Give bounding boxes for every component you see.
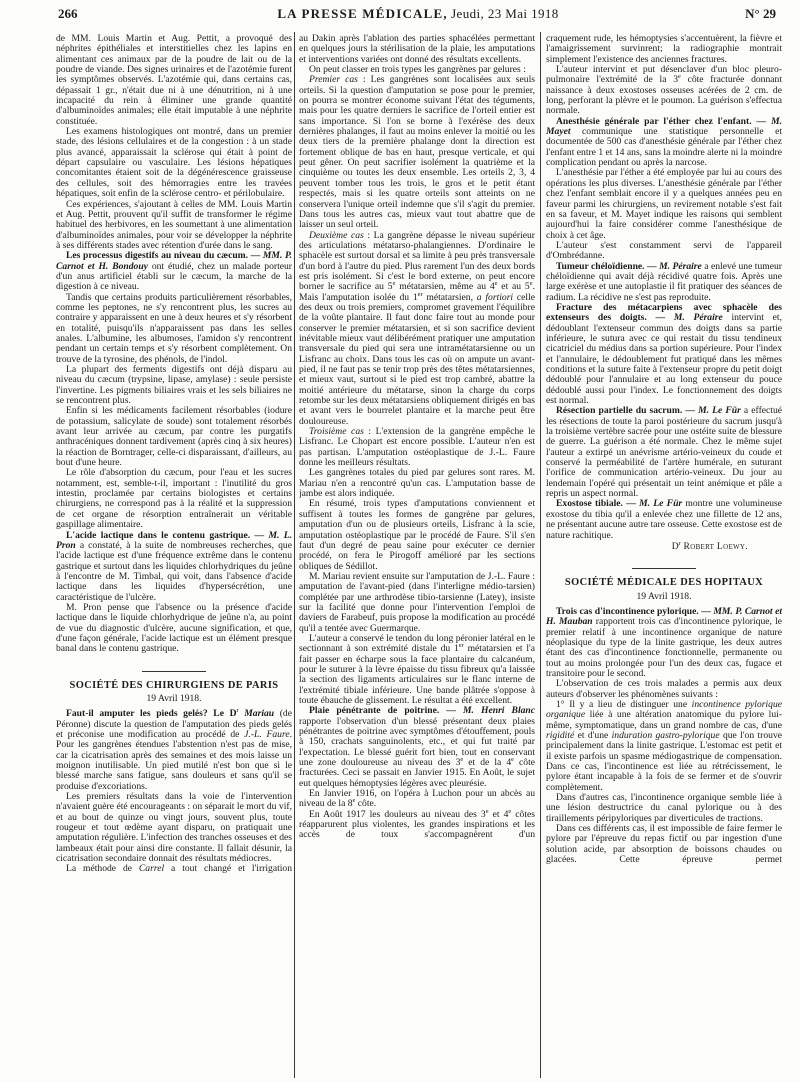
paragraph (299, 75, 535, 230)
text-run: 1° Il y a lieu de distinguer une (556, 698, 692, 710)
text-run: M. Péraire (659, 260, 702, 272)
text-run: En Août 1917 les douleurs au niveau des 3 (309, 808, 486, 820)
text-run: incontinence pylorique organique (546, 698, 782, 721)
text-run: Mariau (244, 708, 275, 720)
superscript-text: e (511, 755, 514, 763)
superscript-text: r (678, 539, 681, 547)
column-3 (546, 34, 782, 1078)
text-run: Dans ces différents cas, il est impossible de faire fermer le pylore par l'épreuve du repas fictif ou par ingestion d'une solution acide, par absorption de boissons chaudes ou glacées. Cette épreuve permet (546, 823, 782, 866)
text-run: La méthode de (66, 863, 139, 875)
page-header (56, 4, 780, 24)
text-run: L'acide lactique dans le contenu gastrique. — (66, 529, 269, 541)
paragraph-continued (56, 34, 292, 127)
issue-number: N° 29 (745, 6, 776, 21)
paragraph (546, 499, 782, 540)
text-run: Robert Loewy. (680, 540, 748, 552)
text-run: induration gastro-pylorique (611, 730, 720, 741)
text-run: métatarsien et l'a fait passer en écharpe sous la face plantaire du calcanéum, pour le suturer à la lèvre épaisse du tissu fibreux qu'a laissée la section des ligaments articulaires sur le flanc interne de l'extrémité tibiale inférieure. Une bande plâtrée s'oppose à toute ébauche de glissement. Le résultat a été excellent. (299, 643, 535, 706)
text-run: de MM. Louis Martin et Aug. Pettit, a provoqué des néphrites épithéliales et interstitielles chez les lapins en alimentant ces animaux par de la poudre de lait ou de la poudre de viande. Des signes urinaires et de l'azotémie furent les symptômes observés. L'azotémie qui, dans certains cas, dépassait 1 gr., n'était due ni à une dénutrition, ni à une incapacité du rein à éliminer une grande quantité d'albuminoïdes animales; elle était imputable à une néphrite constituée. (56, 34, 292, 127)
paragraph (56, 200, 292, 252)
text-run: intervint et, dédoublant l'extenseur commun des doigts dans sa partie inférieure, le sutura avec ce qui restait du tissu tendineux cicatriciel du médius dans sa portion supérieure. Pour l'index et l'annulaire, le dédoublement fut pratiqué dans les mêmes conditions et la suture faite à l'extenseur propre du petit doigt dédoublé pour l'annulaire et au long extenseur du pouce dédoublé aussi pour l'index. Le fonctionnement des doigts est normal. (546, 312, 782, 407)
paragraph (56, 251, 292, 292)
superscript-text: er (458, 642, 464, 650)
text-run: D (671, 540, 679, 552)
text-run: Tandis que certains produits particulièrement résorbables, comme les peptones, ne s'y rencontrent plus, les sucres au contraire y apparaissent en une à deux heures et s'y résorbent en totalité, puisqu'ils n'apparaissent pas dans les selles anales. L'albumine, les albumoses, l'amidon s'y rencontrent pendant un certain temps et s'y résorbent complètement. On trouve de la tyrosine, des phénols, de l'indol. (56, 291, 292, 365)
text-run: liée à une altération anatomique du pylore lui-même, symptomatique, dans un grand nombre de cas, d'une (546, 709, 782, 731)
text-run: et au 5 (497, 281, 530, 293)
text-run: Dans d'autres cas, l'incontinence organique semble liée à une lésion destructrice du canal pylorique ou à des tiraillements péripyloriques par diverticules de tractions. (546, 792, 782, 824)
text-run: Les premiers résultats dans la voie de l'intervention n'avaient guère été encourageants : on séparait le mort du vif, et au bout de quinze ou vingt jours, souvent plus, toute rougeur et tout œdème ayant disparu, on pratiquait une amputation régulière. L'infection des tranches osseuses et des lambeaux était pour ainsi dire constante. Il fallait désunir, la cicatrisation secondaire donnait des résultats médiocres. (56, 791, 292, 865)
paragraph (56, 406, 292, 468)
text-run: Les examens histologiques ont montré, dans un premier stade, des lésions cellulaires et de la congestion : à un stade plus avancé, apparaissait la sclérose qui était à point de départ capsulaire ou vasculaire. Les lésions hépatiques concomitantes étaient soit de la dégénérescence graisseuse des cellules, soit des hémorragies entre les travées hépatiques, soit enfin de la sclérose centro- et périlobulaire. (56, 126, 292, 200)
text-run: rapporte l'observation d'un blessé présentant deux plaies pénétrantes de poitrine avec symptômes d'étouffement, pouls à 150, crachats sanguinolents, etc., et qui fut traité par l'expectation. Le blessé guérit fort bien, tout en conservant une zone douloureuse au niveau des 3 (299, 715, 535, 769)
text-run: Ces expériences, s'ajoutant à celles de MM. Louis Martin et Aug. Pettit, prouvent qu'il suffit de transformer le régime habituel des herbivores, en les soumettant à une alimentation d'albuminoïdes animales, pour voir se développer la néphrite à ses différents stades avec rétention d'urée dans le sang. (56, 198, 292, 251)
text-run: . Pour les gangrènes étendues l'abstention n'est pas de mise, car la cicatrisation après des semaines et des mois laisse un moignon inutilisable. Un pied mutilé n'est bon que si le blessé marche sans fatigue, sans douleurs et sans qu'il se produise d'excoriations. (56, 729, 292, 792)
paragraph (56, 293, 292, 365)
section-heading (546, 568, 782, 588)
paragraph (546, 65, 782, 117)
paragraph (299, 706, 535, 789)
section-heading (56, 671, 292, 691)
text-run: M. Henri Blanc (463, 705, 535, 717)
paragraph (546, 793, 782, 824)
text-run: (de Péronne) discute la question de l'amputation des pieds gelés et préconise une modification au procédé de (56, 708, 292, 740)
text-run: a tout changé et l'irrigation (164, 863, 292, 875)
text-run: rapportent trois cas d'incontinence pylorique, le premier relatif à une incontinence organique de nature néoplasique du type de la linite gastrique, les deux autres étant des cas d'incontinence fonctionnelle, permanente ou tout au moins prolongée pour l'un des deux cas, fugace et transitoire pour le second. (546, 616, 782, 679)
text-run: M. Le Für (698, 405, 741, 417)
text-run: Troisième cas (309, 426, 364, 438)
text-run: côte. (355, 798, 377, 810)
superscript-text: er (417, 290, 423, 298)
section-date (546, 592, 782, 602)
text-run: Les processus digestifs au niveau du cæcum. — (66, 250, 263, 262)
text-run: L'observation de ces trois malades a permis aux deux auteurs d'observer les phénomènes suivants : (546, 678, 782, 700)
text-run: côtes réapparurent plus violentes, les grandes inspirations et les accès de toux s'accompagnèrent d'un (299, 808, 535, 841)
paragraph (546, 168, 782, 240)
paragraph-continued (299, 34, 535, 65)
journal-title: LA PRESSE MÉDICALE, (277, 6, 448, 21)
text-run: L'anesthésie par l'éther a été employée par lui au cours des opérations les plus diverses. L'anesthésie générale par l'éther chez l'enfant semblait encore il y a quelques années peu en faveur parmi les chirurgiens, un revirement notable s'est fait en sa faveur, et M. Mayet indique les raisons qui semblent aujourd'hui la faire considérer comme l'anesthésique de choix à cet âge. (546, 167, 782, 241)
section-date (56, 694, 292, 704)
text-run: MM. P. Carnot et H. Mauban (546, 605, 782, 628)
superscript-text: r (236, 707, 239, 715)
paragraph (299, 789, 535, 810)
text-run: SOCIÉTÉ DES CHIRURGIENS DE PARIS (69, 679, 279, 691)
text-run: . Mais l'amputation isolée du 1 (299, 281, 535, 303)
text-run: L'auteur a conservé le tendon du long péronier latéral en le sectionnant à son extrémité distale du 1 (299, 632, 535, 655)
text-run: Fracture des métacarpiens avec sphacèle des extenseurs des doigts. — (546, 301, 782, 324)
paragraph (56, 365, 292, 406)
text-run: montre une volumineuse exostose du tibia qu'il a enlevée chez une fillette de 12 ans, ne présentant aucune autre tare osseuse. Cette exostose est de nature rachitique. (546, 498, 782, 541)
text-run: : La gangrène dépasse le niveau supérieur des articulations métatarso-phalangiennes. D'ordinaire le sphacèle est surtout dorsal et sa limite à peu près transversale d'un bord à l'autre du pied. Plus rarement l'un des deux bords est pris isolément. Si c'est le bord externe, on peut encore borner le sacrifice au 5 (299, 229, 535, 293)
paragraph (56, 531, 292, 603)
author-signature (546, 539, 782, 552)
paragraph (546, 303, 782, 406)
text-run: et d'une (574, 730, 612, 741)
superscript-text: e (678, 73, 681, 81)
text-run: J.-L. Faure (244, 729, 290, 740)
text-run: M. Péraire (673, 312, 723, 324)
text-run: a effectué les résections de toute la paroi postérieure du sacrum jusqu'à la troisième vertèbre sacrée pour une ostéite suite de blessure de guerre. La guérison a été normale. Chez le même sujet l'auteur a extirpé un anévrisme artério-veineux du coude et conservé la perméabilité de l'artère humérale, en suturant l'orifice de communication artério-veineux. Du jour au lendemain l'opéré qui présentait un teint anémique et pâle a repris un aspect normal. (546, 405, 782, 500)
text-run: métatarsien, (422, 291, 477, 303)
text-run: Anesthésie générale par l'éther chez l'enfant. — (556, 115, 772, 127)
paragraph (299, 572, 535, 634)
issue-date: Jeudi, 23 Mai 1918 (451, 6, 559, 21)
text-run: celle des deux ou trois premiers, compromet gravement l'équilibre de la voûte plantaire. Il faut donc faire tout au monde pour conserver le premier métatarsien, et si son sacrifice devient inévitable mieux vaut délibérément pratiquer une amputation transversale du pied qui sera une intramétatarsienne ou un Lisfranc au choix. Dans tous les cas où on ampute un avant-pied, il ne faut pas se tenir trop près des têtes métatarsiennes, et mieux vaut, surtout si le pied est trop cambré, abattre la moitié antérieure du métatarse, sinon la charge du corps retombe sur les deux métatarsiens obliquement dirigés en bas et avant vers le bourrelet plantaire et la marche peut être douloureuse. (299, 291, 535, 427)
text-run: L'auteur s'est constamment servi de l'appareil d'Ombrédanne. (546, 239, 782, 262)
paragraph (546, 241, 782, 262)
text-run: Trois cas d'incontinence pylorique. — (556, 605, 714, 617)
superscript-text: e (494, 280, 498, 288)
paragraph (56, 864, 292, 874)
text-run: et de la 4 (463, 757, 512, 769)
text-run: On peut classer en trois types les gangrènes par gelures : (309, 64, 526, 76)
text-run: En Janvier 1916, on l'opéra à Luchon pour un abcès au niveau de la 8 (299, 788, 535, 810)
text-run: communique une statistique personnelle et documentée de 500 cas d'anesthésie générale par l'éther chez l'enfant entre 1 et 14 ans, sans la moindre alerte ni la moindre complication pendant ou après la narcose. (546, 126, 782, 169)
text-run: craquement rude, les hémoptysies s'accentuèrent, la fièvre et l'amaigrissement survinrent; la radiographie montrait simplement l'existence des anciennes fractures. (546, 34, 782, 65)
page-number: 266 (58, 6, 78, 21)
superscript-text: e (392, 280, 396, 288)
text-run: La plupart des ferments digestifs ont déjà disparu au niveau du cæcum (trypsine, lipase, amylase) : seule persiste l'invertine. Les pigments biliaires vrais et les sels biliaires ne se rencontrent plus. (56, 364, 292, 407)
text-run: Enfin si les médicaments facilement résorbables (iodure de potassium, salicylate de soude) sont totalement résorbés avant leur arrivée au cæcum, par contre les purgatifs anthracéniques donnent tardivement (après cinq à six heures) la réaction de Borntrager, celle-ci disparaissant, d'ailleurs, au bout d'une heure. (56, 405, 292, 469)
paragraph (299, 807, 535, 841)
column-2 (299, 34, 535, 1078)
superscript-text: e (352, 797, 356, 805)
text-run: : Les gangrènes sont localisées aux seuls orteils. Si la question d'amputation se pose pour le premier, on pourra se montrer économe suivant l'état des téguments, mais pour les quatre derniers le sacrifice de l'orteil entier est sans importance. Si l'on se borne à l'exérèse des deux dernières phalanges, il faut au moins enlever la moitié ou les deux tiers de la première phalange dont la direction est fortement oblique de bas en haut, presque verticale, et qui peut gêner. On peut sacrifier isolément la quatrième et la cinquième ou toutes les deux ensemble. Les orteils 2, 3, 4 peuvent tomber tous les trois, le gros et le petit étant respectés, mais si les quatre orteils sont atteints on ne conservera l'unique orteil indemne que s'il s'agit du premier. Dans tous les autres cas, mieux vaut tout abattre que de laisser un seul orteil. (299, 74, 535, 231)
text-run: a constaté, à la suite de nombreuses recherches, que l'acide lactique est d'une fréquence extrême dans le contenu gastrique et surtout dans les liquides chlorhydriques du jeûne à l'encontre de M. Timbal, qui voit, dans l'absence d'acide lactique dans les liquides d'hypersécrétion, une caractéristique de l'ulcère. (56, 539, 292, 603)
paragraph (56, 468, 292, 530)
text-run: a enlevé une tumeur chéloïdienne qui avait déjà récidivé quatre fois. Après une large exérèse et une autoplastie il fit pratiquer des séances de radium. La récidive ne s'est pas reproduite. (546, 260, 782, 303)
paragraph (56, 603, 292, 655)
text-run: SOCIÉTÉ MÉDICALE DES HOPITAUX (564, 577, 764, 589)
text-run: Deuxième cas (309, 229, 364, 241)
text-run: Les gangrènes totales du pied par gelures sont rares. M. Mariau n'en a rencontré qu'un cas. L'amputation basse de jambe est alors indiquée. (299, 467, 535, 500)
paragraph (546, 117, 782, 169)
text-run: et 4 (488, 808, 509, 820)
paragraph (299, 231, 535, 428)
paragraph (546, 700, 782, 793)
column-rule (294, 32, 295, 1078)
text-run: Exostose tibiale. — (556, 498, 640, 510)
text-run: M. Mayet (546, 115, 782, 138)
text-run: côte fracturées. Ceci se passait en Janvier 1915. En Août, le sujet eut quelques hémoptysies légères avec pleurésie. (299, 757, 535, 789)
paragraph (546, 406, 782, 499)
paragraph (299, 634, 535, 706)
text-run: MM. P. Carnot et H. Bondouy (56, 250, 292, 272)
text-run: Premier cas (309, 74, 358, 86)
text-run: 19 Avril 1918. (146, 692, 202, 704)
text-run: L'auteur intervint et put désenclaver d'un bloc pleuro-pulmonaire l'extrémité de la 3 (546, 64, 782, 86)
text-run: M. Mariau revient ensuite sur l'amputation de J.-L. Faure : amputation de l'avant-pied (dans l'interligne médio-tarsien) complétée par une arthrodèse tibio-tarsienne (Latey), insiste sur la facilité que donne pour l'intervention l'emploi de daviers de Farabeuf, puis propose la modification au procédé qu'il a tentée avec Guermarque. (299, 570, 535, 634)
text-run: ont étudié, chez un malade porteur d'un anus artificiel établi sur le cæcum, la marche de la digestion à ce niveau. (56, 260, 292, 293)
paragraph (56, 127, 292, 199)
superscript-text: e (485, 807, 489, 815)
text-run: côte fracturée donnant naissance à deux exostoses osseuses acérées de 2 cm. de long, perforant la plèvre et le poumon. La guérison s'effectua normale. (546, 74, 782, 117)
text-run: Faut-il amputer les pieds gelés? Le D (66, 708, 237, 720)
paragraph (546, 824, 782, 865)
text-run: Résection partielle du sacrum. — (556, 405, 699, 417)
superscript-text: e (460, 755, 464, 763)
text-run: En résumé, trois types d'amputations conviennent et suffisent à toutes les formes de gangrène par gelures, amputation d'un ou de plusieurs orteils, Lisfranc à la scie, amputation ostéoplastique par le procédé de Faure. S'il s'en faut d'un degré de peau saine pour exécuter ce dernier procédé, on fera le Pirogoff amélioré par les sections obliques de Sédillot. (299, 498, 535, 572)
paragraph (546, 679, 782, 700)
text-run: au Dakin après l'ablation des parties sphacélées permettant en quelques jours la stérilisation de la plaie, les amputations et interventions variées ont donné des résultats excellents. (299, 34, 535, 65)
text-run: Carrel (138, 863, 165, 875)
text-run: Le rôle d'absorption du cæcum, pour l'eau et les sucres notamment, est, semble-t-il, important : l'inutilité du gros intestin, proclamée par certains biologistes et certains chirurgiens, ne correspond pas à la réalité et la suppression de cet organe de résorption entraînerait un véritable gaspillage alimentaire. (56, 467, 292, 531)
text-run: M. Pron pense que l'absence ou la présence d'acide lactique dans le liquide chlorhydrique de jeûne n'a, au point de vue du diagnostic d'ulcère, aucune signification, et que, d'une façon générale, l'acide lactique est un élément presque banal dans le contenu gastrique. (56, 601, 292, 655)
paragraph (299, 499, 535, 571)
paragraph-continued (546, 34, 782, 65)
text-run: : L'extension de la gangrène empêche le Lisfranc. Le Chopart est encore possible. L'auteur n'en est pas partisan. L'amputation ostéoplastique de J.-L. Faure donne les meilleurs résultats. (299, 426, 535, 469)
text-run: métatarsien, même au 4 (395, 281, 495, 293)
text-run: Plaie pénétrante de poitrine. — (309, 705, 463, 717)
text-run: 19 Avril 1918. (636, 590, 692, 602)
paragraph (546, 262, 782, 303)
superscript-text: e (508, 807, 512, 815)
paragraph (56, 792, 292, 864)
text-run: M. Le Für (639, 498, 683, 510)
paragraph (299, 468, 535, 499)
column-1 (56, 34, 292, 1078)
column-rule (540, 32, 541, 1078)
text-run: M. L. Pron (56, 529, 292, 551)
superscript-text: e (529, 280, 533, 288)
paragraph (299, 427, 535, 468)
text-run: a fortiori (476, 291, 514, 303)
text-run: que l'on trouve principalement dans la linite gastrique. L'estomac est petit et il existe parfois un spasme médiogastrique de compensation. Dans ce cas, l'incontinence est liée au rétrécissement, le pylore étant incapable à la fois de se fermer et de s'ouvrir complètement. (546, 730, 782, 793)
text-run: Tumeur chéloïdienne. — (556, 260, 660, 272)
text-run: rigidité (546, 730, 575, 741)
paragraph (56, 709, 292, 792)
paragraph (546, 607, 782, 679)
masthead (56, 6, 780, 22)
